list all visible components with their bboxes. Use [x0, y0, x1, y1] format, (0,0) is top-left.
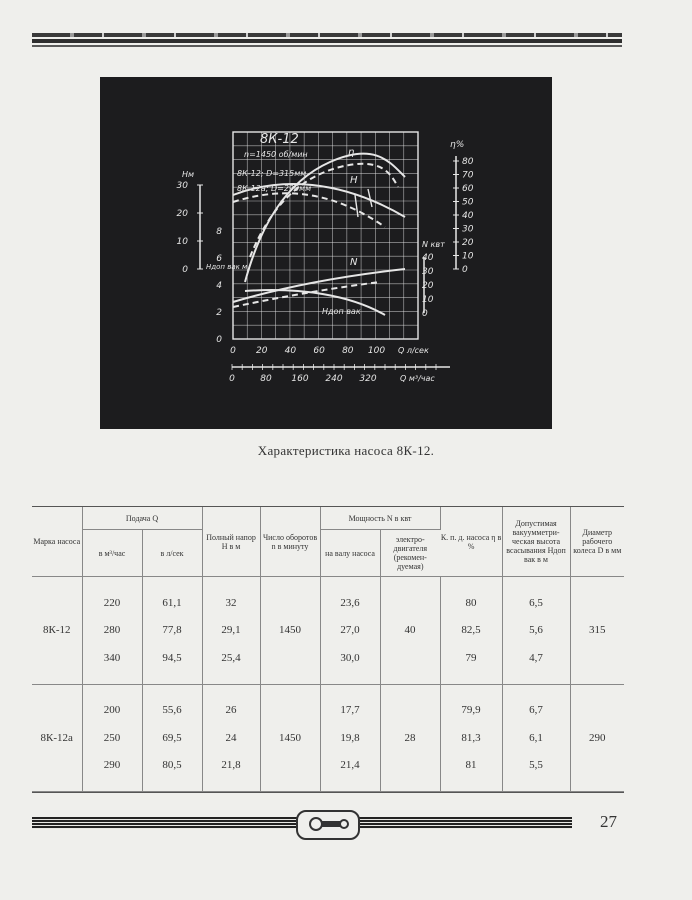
eta-tick-label: 70: [462, 170, 474, 181]
cell: 1450: [260, 577, 320, 685]
cell: 280: [103, 624, 121, 637]
eta-tick-label: 10: [462, 251, 474, 262]
q-m3-tick-label: 320: [359, 374, 377, 384]
cell: 77,8: [162, 624, 182, 637]
col-power-motor: электро- двигателя (рекомен- дуемая): [380, 530, 440, 577]
marker-line: [368, 189, 372, 207]
n-tick-label: 40: [422, 253, 434, 263]
cell: 27,0: [340, 624, 360, 637]
vac-tick-label: 4: [216, 281, 222, 291]
figure-caption: Характеристика насоса 8К-12.: [257, 443, 435, 458]
cell: 69,5: [162, 731, 182, 744]
cell: 19,8: [340, 731, 360, 744]
marker-line: [355, 195, 358, 217]
cell: 28: [380, 684, 440, 792]
pump-emblem-icon: [302, 815, 352, 833]
col-supply-m3: в м³/час: [82, 530, 142, 577]
cell: 290: [103, 759, 121, 772]
eta-tick-label: 50: [462, 197, 474, 208]
eta-tick-label: 80: [462, 157, 474, 167]
cell: 21,4: [340, 759, 360, 772]
eta-tick-label: 60: [462, 184, 474, 194]
eta-curve-label: η: [348, 147, 355, 158]
eta-axis-label: η%: [450, 140, 465, 150]
pump-characteristic-drawing: [100, 77, 552, 429]
h-curve-b: [233, 193, 385, 227]
h-tick-label: 30: [176, 181, 188, 191]
h-curve-label: H: [350, 175, 358, 186]
q-m3-axis-label: Q м³/час: [400, 374, 435, 383]
col-supply: Подача Q: [82, 507, 202, 530]
cell: 32: [225, 596, 237, 609]
n-tick-label: 0: [422, 309, 428, 319]
plate-speed-label: n=1450 об/мин: [244, 150, 308, 159]
n-tick-label: 20: [422, 281, 434, 291]
h-tick-label: 20: [176, 209, 188, 219]
cell: 61,1: [162, 596, 182, 609]
cell: 23,6: [340, 596, 360, 609]
q-m3-tick-label: 160: [291, 374, 309, 384]
cell: 6,1: [529, 731, 543, 744]
cell: 80,5: [162, 759, 182, 772]
q-ls-tick-label: 60: [313, 346, 325, 356]
q-ls-axis-label: Q л/сек: [398, 346, 429, 355]
cell: 4,7: [529, 651, 543, 664]
vac-tick-label: 6: [216, 254, 222, 264]
col-supply-ls: в л/сек: [142, 530, 202, 577]
cell: 80: [465, 596, 477, 609]
q-ls-tick-label: 80: [342, 346, 354, 356]
cell: 94,5: [162, 651, 182, 664]
q-m3-tick-label: 0: [229, 374, 235, 384]
cell: 17,7: [340, 704, 360, 717]
table-row: [32, 684, 624, 792]
cell: 40: [380, 577, 440, 685]
q-ls-tick-label: 0: [230, 346, 236, 356]
cell: 26: [225, 704, 237, 717]
n-tick-label: 30: [422, 267, 434, 277]
cell: 1450: [260, 684, 320, 792]
cell: 24: [225, 731, 237, 744]
col-head: Полный напор H в м: [202, 507, 260, 577]
cell: 315: [570, 577, 624, 685]
eta-tick-label: 40: [462, 211, 474, 221]
page-number: 27: [600, 812, 617, 831]
cell: 79: [465, 651, 477, 664]
pump-table: [32, 506, 624, 793]
cell: 340: [103, 651, 121, 664]
h-tick-label: 10: [176, 237, 188, 247]
cell: 5,5: [529, 759, 543, 772]
pump-characteristic-plate: [100, 77, 552, 429]
col-vacuum: Допустимая вакуумметри- ческая высота всасывания Hдоп вак в м: [502, 507, 570, 577]
row-brand: 8К-12а: [32, 684, 82, 792]
cell: 29,1: [221, 624, 241, 637]
cell: 6,5: [529, 596, 543, 609]
n-axis-label: N квт: [422, 240, 445, 249]
top-thin-rule: [32, 45, 622, 47]
top-rule: [32, 39, 622, 43]
cell: 25,4: [221, 651, 241, 664]
col-brand: Марка насоса: [32, 507, 82, 577]
col-power: Мощность N в квт: [320, 507, 440, 530]
cell: 200: [103, 704, 121, 717]
cell: 79,9: [461, 704, 481, 717]
q-ls-tick-label: 20: [255, 346, 268, 356]
cell: 21,8: [221, 759, 241, 772]
n-curve-label: N: [350, 257, 358, 268]
q-m3-tick-label: 240: [325, 374, 343, 384]
vac-tick-label: 2: [216, 308, 222, 318]
cell: 250: [103, 731, 121, 744]
n-tick-label: 10: [422, 295, 434, 305]
h-tick-label: 0: [182, 265, 188, 275]
curve-b-label: 8К-12а; D=290мм: [237, 184, 312, 193]
hvac-curve-label: Hдоп вак: [322, 307, 361, 316]
n-curve-a: [233, 269, 405, 302]
vac-tick-label: 0: [216, 335, 222, 345]
col-power-shaft: на валу насоса: [320, 530, 380, 577]
vac-tick-label: 8: [216, 227, 222, 237]
q-ls-tick-label: 40: [284, 346, 297, 356]
q-ls-tick-label: 100: [367, 346, 386, 356]
curve-a-label: 8К-12; D=315мм: [237, 169, 307, 178]
h-axis-label: Hм: [182, 170, 195, 179]
col-efficiency: К. п. д. насоса η в %: [440, 507, 502, 577]
publisher-emblem: [296, 810, 360, 840]
cell: 290: [570, 684, 624, 792]
hvac-axis-label: Hдоп вак м: [206, 263, 248, 271]
eta-tick-label: 20: [462, 238, 474, 248]
col-speed: Число оборотов n в минуту: [260, 507, 320, 577]
cell: 81,3: [461, 731, 481, 744]
row-brand: 8К-12: [32, 577, 82, 685]
cell: 5,6: [529, 624, 543, 637]
cell: 220: [103, 596, 121, 609]
q-m3-tick-label: 80: [260, 374, 272, 384]
cell: 30,0: [340, 651, 360, 664]
cell: 55,6: [162, 704, 182, 717]
cell: 6,7: [529, 704, 543, 717]
cell: 82,5: [461, 624, 481, 637]
eta-tick-label: 0: [462, 265, 468, 275]
col-diameter: Диаметр рабочего колеса D в мм: [570, 507, 624, 577]
cell: 81: [465, 759, 477, 772]
top-ornament-band: [32, 33, 622, 37]
eta-tick-label: 30: [462, 224, 474, 235]
table-row: [32, 577, 624, 685]
plate-model-label: 8К-12: [260, 132, 299, 147]
